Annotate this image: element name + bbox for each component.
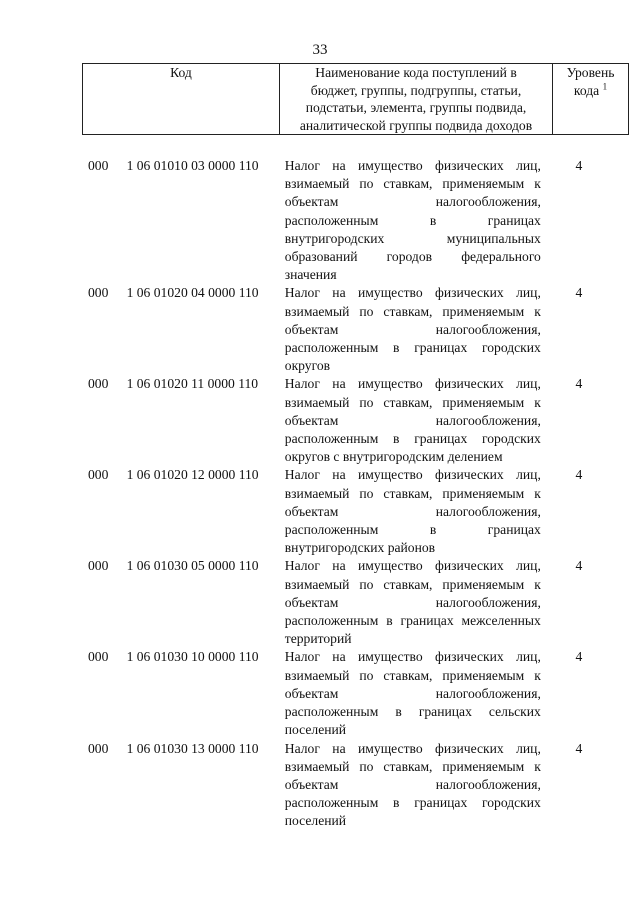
revenue-code: 1 06 01020 04 0000 110: [126, 285, 259, 301]
admin-code: 000: [88, 158, 109, 173]
table-row: [82, 157, 617, 284]
table-row: [82, 466, 617, 557]
revenue-name: Налог на имущество физических лиц, взимаемый по ставкам, применяемым к объектам налогообложения, расположенным в границах межселенных территорий: [284, 558, 541, 647]
table-row: [82, 740, 617, 831]
table-row: [82, 648, 617, 739]
code-level: 4: [575, 376, 583, 392]
page-number: 33: [312, 42, 328, 58]
revenue-code: 1 06 01020 11 0000 110: [126, 376, 259, 392]
header-level: [553, 64, 629, 135]
revenue-code: 1 06 01030 05 0000 110: [126, 558, 259, 574]
admin-code: 000: [88, 649, 109, 665]
table-row: [82, 284, 617, 375]
table-row: [82, 557, 617, 648]
code-level: 4: [575, 158, 583, 173]
header-level-line: Уровень: [566, 65, 615, 80]
code-level: 4: [575, 740, 583, 756]
admin-code: 000: [88, 285, 109, 301]
header-level-line: [555, 82, 626, 100]
revenue-name: Налог на имущество физических лиц, взимаемый по ставкам, применяемым к объектам налогообложения, расположенным в границах городских поселений: [284, 740, 541, 829]
code-level: 4: [575, 558, 583, 574]
revenue-code: 1 06 01020 12 0000 110: [126, 467, 259, 483]
table-body: [82, 157, 617, 831]
header-name: [280, 64, 553, 135]
revenue-code: 1 06 01030 13 0000 110: [126, 740, 259, 756]
header-code: Код: [83, 64, 280, 135]
header-name-line: аналитической группы подвида доходов: [299, 117, 533, 133]
header-name-line: подстатьи, элемента, группы подвида,: [305, 100, 527, 115]
revenue-code: 1 06 01030 10 0000 110: [126, 649, 259, 665]
admin-code: 000: [88, 467, 109, 483]
revenue-name: Налог на имущество физических лиц, взимаемый по ставкам, применяемым к объектам налогообложения, расположенным в границах внутригородских районов: [284, 467, 541, 556]
revenue-name: Налог на имущество физических лиц, взимаемый по ставкам, применяемым к объектам налогообложения, расположенным в границах городских округов с внутригородским делением: [284, 376, 541, 465]
header-name-line: бюджет, группы, подгруппы, статьи,: [310, 82, 522, 98]
admin-code: 000: [88, 558, 109, 574]
revenue-name: Налог на имущество физических лиц, взимаемый по ставкам, применяемым к объектам налогообложения, расположенным в границах сельских поселений: [284, 649, 541, 738]
table-header: [82, 63, 629, 135]
code-level: 4: [575, 467, 583, 483]
code-level: 4: [575, 285, 583, 301]
admin-code: 000: [88, 376, 109, 392]
header-level-word: кода: [573, 82, 600, 98]
footnote-mark: 1: [602, 80, 608, 91]
table-row: [82, 375, 617, 466]
revenue-name: Налог на имущество физических лиц, взимаемый по ставкам, применяемым к объектам налогообложения, расположенным в границах городских округов: [284, 285, 541, 374]
revenue-code: 1 06 01010 03 0000 110: [126, 158, 259, 173]
admin-code: 000: [88, 740, 109, 756]
header-name-line: Наименование кода поступлений в: [315, 65, 517, 80]
code-level: 4: [575, 649, 583, 665]
revenue-name: Налог на имущество физических лиц, взимаемый по ставкам, применяемым к объектам налогообложения, расположенным в границах внутригородских муниципальных образований городов федерального значения: [284, 158, 541, 283]
